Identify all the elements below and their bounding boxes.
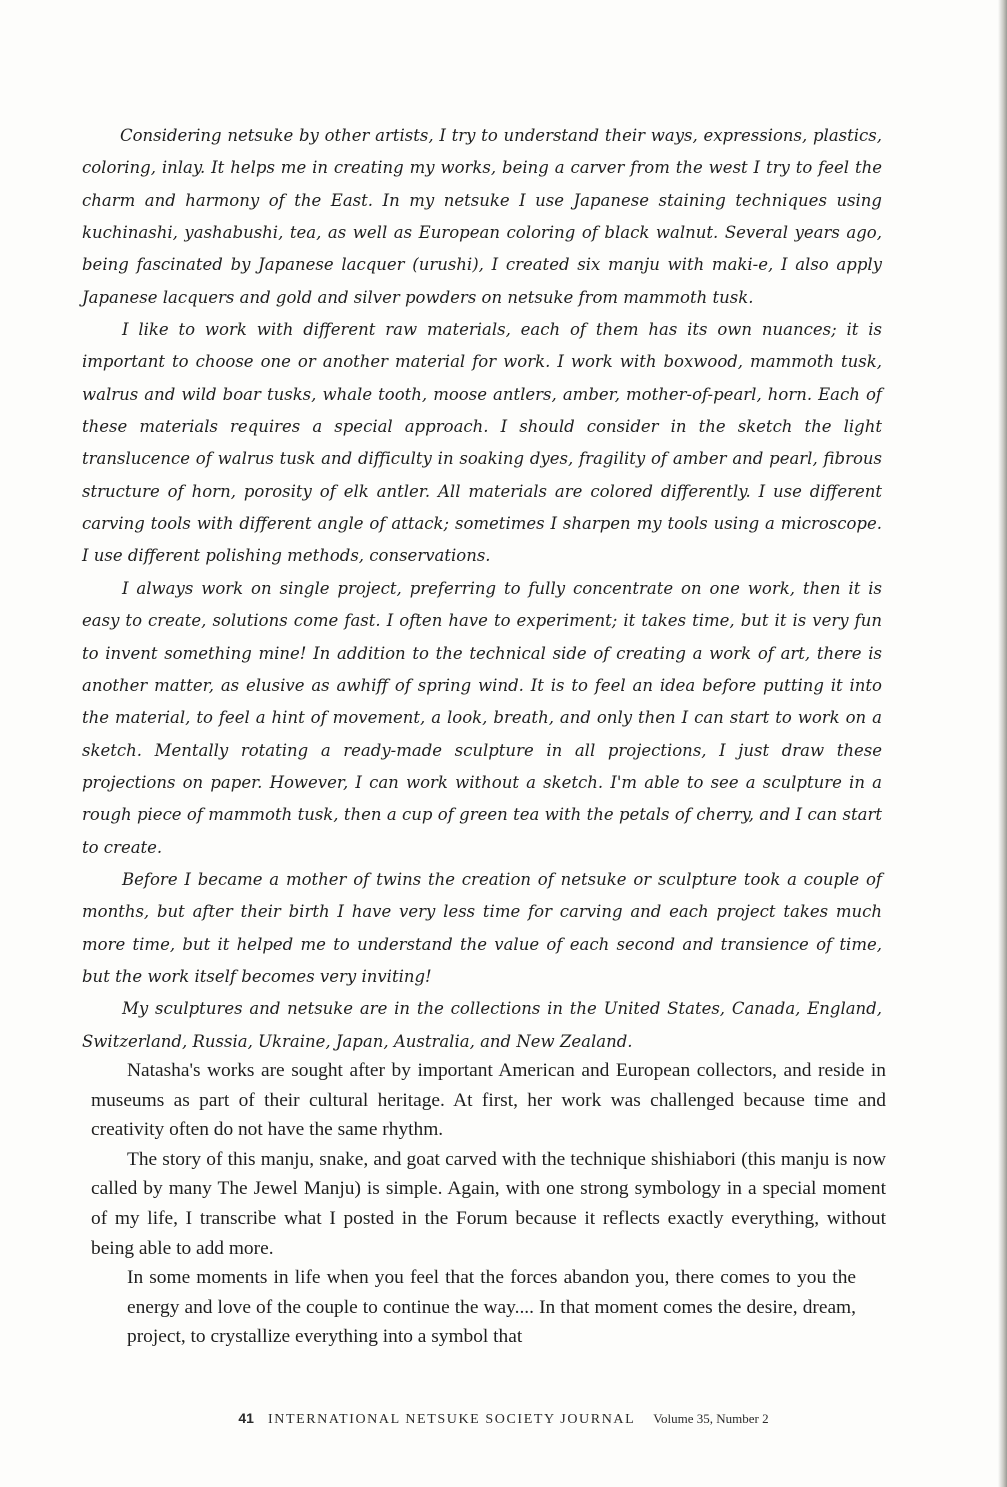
artist-statement-paragraph: Considering netsuke by other artists, I try to understand their ways, expressions, plastics, coloring, inlay. It helps me in creating my works, being a carver from the west I try to feel the charm and harmony of the East. In my netsuke I use Japanese staining techniques using kuchinashi, yashabushi, tea, as well as European coloring of black walnut. Several years ago, being fascinated by Japanese lacquer (urushi), I created six manju with maki-e, I also apply Japanese lacquers and gold and silver powders on netsuke from mammoth tusk. [82, 126, 882, 307]
page-number: 41 [238, 1410, 254, 1426]
page-edge-shadow [998, 0, 1007, 1487]
body-paragraph: Natasha's works are sought after by important American and European collectors, and reside in museums as part of their cultural heritage. At first, her work was challenged because time and creativity often do not have the same rhythm. [91, 1060, 886, 1141]
article-body [91, 1056, 886, 1352]
journal-title: INTERNATIONAL NETSUKE SOCIETY JOURNAL [267, 1412, 636, 1427]
artist-statement-paragraph: Before I became a mother of twins the creation of netsuke or sculpture took a couple of months, but after their birth I have very less time for carving and each project takes much more time, but it helped me to understand the value of each second and transience of time, but the work itself becomes very inviting! [82, 869, 882, 986]
body-paragraph: The story of this manju, snake, and goat carved with the technique shishiabori (this manju is now called by many The Jewel Manju) is simple. Again, with one strong symbology in a special moment of my life, I transcribe what I posted in the Forum because it reflects exactly everything, without being able to add more. [91, 1148, 886, 1259]
page-footer [0, 1410, 1007, 1428]
artist-statement-paragraph: I like to work with different raw materials, each of them has its own nuances; it is important to choose one or another material for work. I work with boxwood, mammoth tusk, walrus and wild boar tusks, whale tooth, moose antlers, amber, mother-of-pearl, horn. Each of these materials requires a special approach. I should consider in the sketch the light translucence of walrus tusk and difficulty in soaking dyes, fragility of amber and pearl, fibrous structure of horn, porosity of elk antler. All materials are colored differently. I use different carving tools with different angle of attack; sometimes I sharpen my tools using a microscope. I use different polishing methods, conservations. [82, 320, 882, 566]
forum-quote: In some moments in life when you feel that the forces abandon you, there comes to you the energy and love of the couple to continue the way.... In that moment comes the desire, dream, project, to crystallize everything into a symbol that [127, 1267, 856, 1348]
artist-statement [82, 120, 882, 1058]
artist-statement-paragraph: I always work on single project, preferring to fully concentrate on one work, then it is easy to create, solutions come fast. I often have to experiment; it takes time, but it is very fun to invent something mine! In addition to the technical side of creating a work of art, there is another matter, as elusive as awhiff of spring wind. It is to feel an idea before putting it into the material, to feel a hint of movement, a look, breath, and only then I can start to work on a sketch. Mentally rotating a ready-made sculpture in all projections, I just draw these projections on paper. However, I can work without a sketch. I'm able to see a sculpture in a rough piece of mammoth tusk, then a cup of green tea with the petals of cherry, and I can start to create. [82, 578, 882, 857]
volume-info: Volume 35, Number 2 [653, 1411, 769, 1426]
artist-statement-paragraph: My sculptures and netsuke are in the collections in the United States, Canada, England, Switzerland, Russia, Ukraine, Japan, Australia, and New Zealand. [82, 999, 882, 1051]
